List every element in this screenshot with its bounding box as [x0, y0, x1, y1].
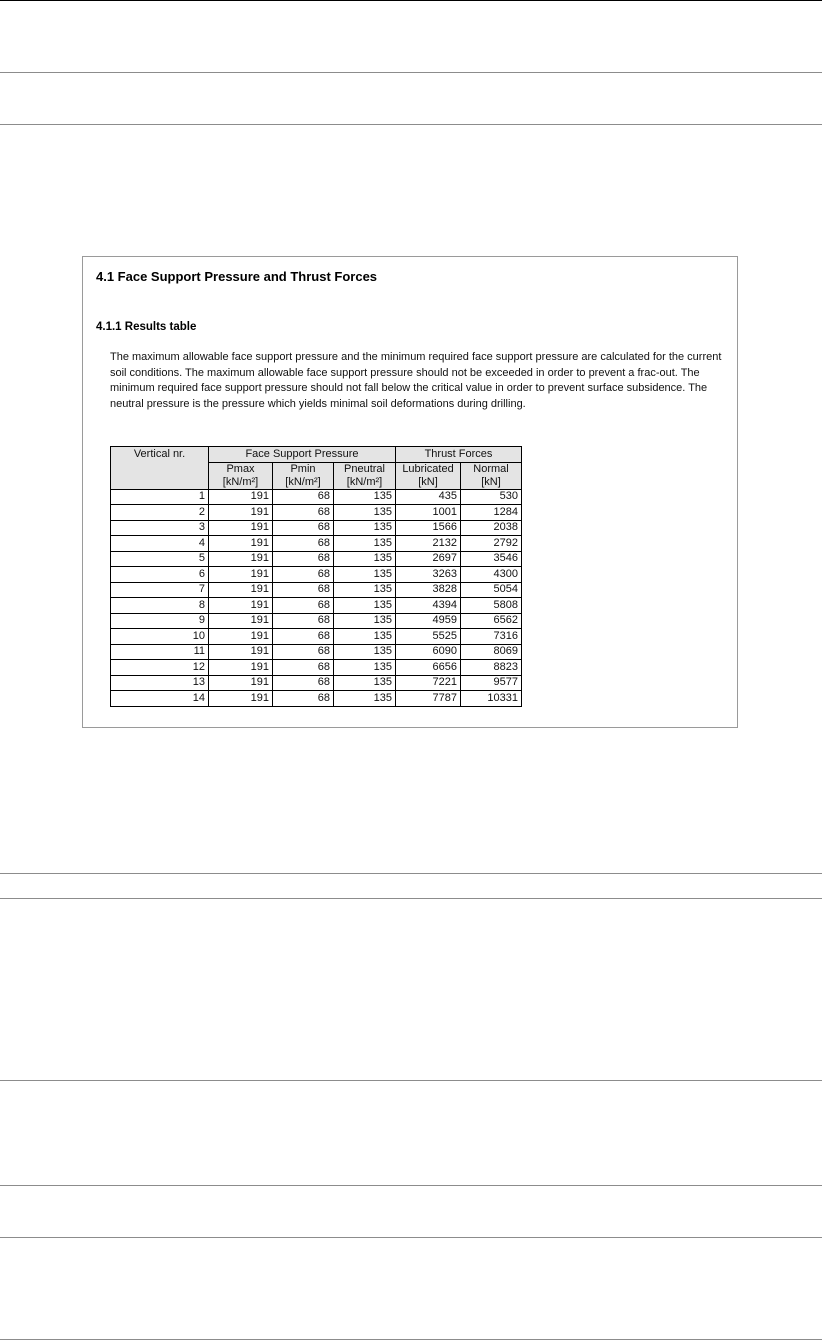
cell-pmax: 191	[209, 551, 273, 567]
column-header-lubricated: Lubricated	[396, 462, 461, 476]
cell-pmin: 68	[273, 660, 334, 676]
vertical-nr-header: Vertical nr.	[111, 447, 209, 490]
cell-pmax: 191	[209, 613, 273, 629]
cell-pmax: 191	[209, 567, 273, 583]
cell-pneutral: 135	[334, 489, 396, 505]
cell-vertical-nr: 7	[111, 582, 209, 598]
page-top-rule	[0, 0, 822, 1]
cell-pmin: 68	[273, 582, 334, 598]
thrust-forces-header: Thrust Forces	[396, 447, 522, 463]
cell-vertical-nr: 12	[111, 660, 209, 676]
column-unit-pmax: [kN/m²]	[209, 476, 273, 490]
cell-lubricated: 2132	[396, 536, 461, 552]
column-unit-pmin: [kN/m²]	[273, 476, 334, 490]
cell-vertical-nr: 9	[111, 613, 209, 629]
cell-vertical-nr: 14	[111, 691, 209, 707]
cell-pmax: 191	[209, 505, 273, 521]
cell-lubricated: 1566	[396, 520, 461, 536]
cell-pmax: 191	[209, 629, 273, 645]
table-row	[111, 660, 522, 676]
column-header-normal: Normal	[461, 462, 522, 476]
table-row	[111, 613, 522, 629]
cell-normal: 2038	[461, 520, 522, 536]
cell-pmin: 68	[273, 567, 334, 583]
cell-vertical-nr: 10	[111, 629, 209, 645]
cell-pneutral: 135	[334, 536, 396, 552]
cell-pneutral: 135	[334, 691, 396, 707]
cell-pmax: 191	[209, 520, 273, 536]
cell-normal: 7316	[461, 629, 522, 645]
cell-pmax: 191	[209, 660, 273, 676]
table-row	[111, 675, 522, 691]
column-header-pmin: Pmin	[273, 462, 334, 476]
table-row	[111, 598, 522, 614]
page-divider	[0, 873, 822, 874]
cell-normal: 1284	[461, 505, 522, 521]
subsection-title: 4.1.1 Results table	[96, 321, 197, 333]
cell-pneutral: 135	[334, 644, 396, 660]
cell-pmin: 68	[273, 629, 334, 645]
page-divider	[0, 898, 822, 899]
cell-pneutral: 135	[334, 598, 396, 614]
column-header-pneutral: Pneutral	[334, 462, 396, 476]
cell-lubricated: 435	[396, 489, 461, 505]
cell-lubricated: 7787	[396, 691, 461, 707]
cell-vertical-nr: 13	[111, 675, 209, 691]
cell-vertical-nr: 8	[111, 598, 209, 614]
cell-pneutral: 135	[334, 567, 396, 583]
table-row	[111, 520, 522, 536]
column-unit-lubricated: [kN]	[396, 476, 461, 490]
cell-lubricated: 3263	[396, 567, 461, 583]
cell-normal: 4300	[461, 567, 522, 583]
cell-pmax: 191	[209, 489, 273, 505]
cell-lubricated: 6656	[396, 660, 461, 676]
table-row	[111, 629, 522, 645]
cell-vertical-nr: 1	[111, 489, 209, 505]
page-divider	[0, 1080, 822, 1081]
cell-pmax: 191	[209, 582, 273, 598]
cell-pmin: 68	[273, 505, 334, 521]
table-row	[111, 691, 522, 707]
cell-lubricated: 1001	[396, 505, 461, 521]
page-divider	[0, 72, 822, 73]
cell-vertical-nr: 5	[111, 551, 209, 567]
table-row	[111, 567, 522, 583]
results-table	[110, 446, 522, 707]
cell-vertical-nr: 4	[111, 536, 209, 552]
cell-pneutral: 135	[334, 520, 396, 536]
cell-lubricated: 4394	[396, 598, 461, 614]
cell-vertical-nr: 6	[111, 567, 209, 583]
cell-pmax: 191	[209, 644, 273, 660]
table-row	[111, 551, 522, 567]
cell-lubricated: 7221	[396, 675, 461, 691]
cell-pmin: 68	[273, 551, 334, 567]
column-unit-normal: [kN]	[461, 476, 522, 490]
cell-pneutral: 135	[334, 505, 396, 521]
table-row	[111, 536, 522, 552]
cell-pmin: 68	[273, 536, 334, 552]
column-unit-pneutral: [kN/m²]	[334, 476, 396, 490]
table-row	[111, 582, 522, 598]
table-row	[111, 644, 522, 660]
cell-normal: 3546	[461, 551, 522, 567]
column-header-pmax: Pmax	[209, 462, 273, 476]
cell-normal: 6562	[461, 613, 522, 629]
cell-normal: 530	[461, 489, 522, 505]
cell-vertical-nr: 2	[111, 505, 209, 521]
cell-pneutral: 135	[334, 613, 396, 629]
cell-lubricated: 5525	[396, 629, 461, 645]
table-row	[111, 505, 522, 521]
cell-lubricated: 2697	[396, 551, 461, 567]
cell-normal: 8069	[461, 644, 522, 660]
cell-pmin: 68	[273, 675, 334, 691]
cell-pneutral: 135	[334, 551, 396, 567]
face-support-pressure-header: Face Support Pressure	[209, 447, 396, 463]
table-row	[111, 489, 522, 505]
cell-lubricated: 3828	[396, 582, 461, 598]
section-title: 4.1 Face Support Pressure and Thrust Forces	[96, 269, 378, 284]
cell-normal: 8823	[461, 660, 522, 676]
cell-normal: 5054	[461, 582, 522, 598]
cell-pmax: 191	[209, 675, 273, 691]
cell-normal: 9577	[461, 675, 522, 691]
cell-normal: 5808	[461, 598, 522, 614]
page-divider	[0, 1237, 822, 1238]
cell-vertical-nr: 3	[111, 520, 209, 536]
cell-pneutral: 135	[334, 660, 396, 676]
cell-pneutral: 135	[334, 629, 396, 645]
cell-vertical-nr: 11	[111, 644, 209, 660]
cell-pmin: 68	[273, 489, 334, 505]
cell-pmax: 191	[209, 536, 273, 552]
cell-pmin: 68	[273, 520, 334, 536]
cell-pneutral: 135	[334, 675, 396, 691]
cell-pmin: 68	[273, 613, 334, 629]
page-divider	[0, 1185, 822, 1186]
description-paragraph: The maximum allowable face support pressure and the minimum required face support pressure are calculated for the current soil conditions. The maximum allowable face support pressure should not be exceeded in order to prevent a frac-out. The minimum required face support pressure should not fall below the critical value in order to prevent surface subsidence. The neutral pressure is the pressure which yields minimal soil deformations during drilling.	[110, 351, 722, 410]
report-figure	[82, 256, 738, 728]
cell-pmax: 191	[209, 691, 273, 707]
cell-lubricated: 6090	[396, 644, 461, 660]
cell-pneutral: 135	[334, 582, 396, 598]
cell-pmin: 68	[273, 598, 334, 614]
cell-lubricated: 4959	[396, 613, 461, 629]
page-bottom-rule	[0, 1339, 822, 1340]
cell-pmax: 191	[209, 598, 273, 614]
cell-normal: 10331	[461, 691, 522, 707]
cell-normal: 2792	[461, 536, 522, 552]
cell-pmin: 68	[273, 644, 334, 660]
page-divider	[0, 124, 822, 125]
cell-pmin: 68	[273, 691, 334, 707]
